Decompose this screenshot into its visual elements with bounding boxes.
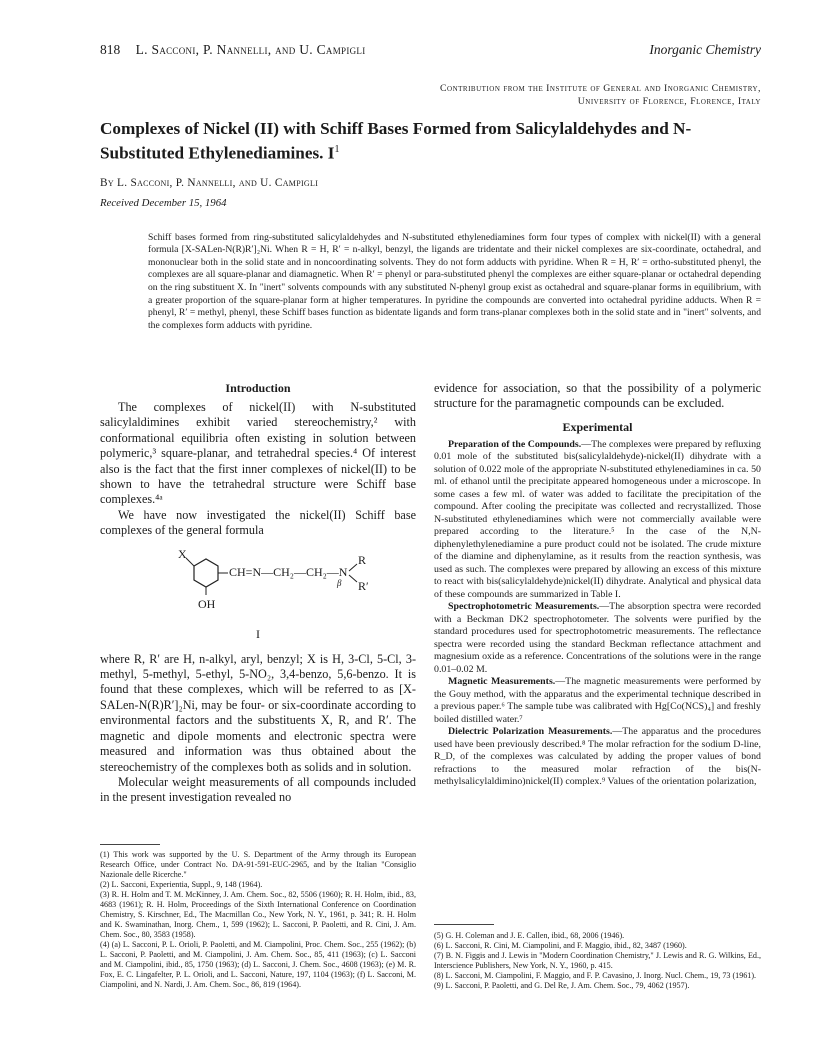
running-header xyxy=(100,42,761,58)
byline: By L. Sacconi, P. Nannelli, and U. Campigli xyxy=(100,177,319,189)
footnote-6: (6) L. Sacconi, R. Cini, M. Ciampolini, and F. Maggio, ibid., 82, 3487 (1960). xyxy=(434,941,687,950)
dielectric-section xyxy=(434,726,761,789)
intro-paragraph-1: The complexes of nickel(II) with N-substituted salicylaldimines exhibit varied stereochemistry,² with conformational equilibria often existing in solution between polymeric,³ square-planar, and tetrahedral species.⁴ Of interest also is the fact that the first inner complexes of nickel(II) to be shown to have the tetrahedral structure were Schiff base complexes.⁴ᵃ xyxy=(100,400,416,507)
article-title-text: Complexes of Nickel (II) with Schiff Bases Formed from Salicylaldehydes and N-Substituted Ethylenediamines. I xyxy=(100,119,692,163)
page-number: 818 xyxy=(100,42,121,57)
footnote-3: (3) R. H. Holm and T. M. McKinney, J. Am. Chem. Soc., 82, 5506 (1960); R. H. Holm, ibid., 83, 4683 (1961); R. H. Holm, Proceedings of the Sixth International Conference on Coordination Chemistry, S. Kirschner, Ed., The Macmillan Co., New York, N. Y., 1961, p. 341; R. H. Holm and K. Swaminathan, Inorg. Chem., 1, 599 (1962); L. Sacconi, P. Paoletti, and R. Cini, J. Am. Chem. Soc., 80, 3583 (1958). xyxy=(100,890,416,939)
spectrophotometric-section xyxy=(434,601,761,676)
contribution-affiliation xyxy=(440,82,761,108)
magnetic-section xyxy=(434,676,761,726)
preparation-title: Preparation of the Compounds. xyxy=(448,438,582,450)
introduction-heading: Introduction xyxy=(225,381,291,395)
header-authors: L. Sacconi, P. Nannelli, and U. Campigli xyxy=(135,42,366,57)
dielectric-title: Dielectric Polarization Measurements. xyxy=(448,726,613,738)
footnote-5: (5) G. H. Coleman and J. E. Callen, ibid., 68, 2006 (1946). xyxy=(434,931,625,940)
formula-oh: OH xyxy=(198,596,216,611)
formula-chain: CH=N—CH₂—CH₂—N xyxy=(229,564,348,579)
intro-paragraph-4: Molecular weight measurements of all compounds included in the present investigation revealed no xyxy=(100,774,416,805)
magnetic-text: —The magnetic measurements were performed by the Gouy method, with the apparatus and the experimental technique described in a previous paper.⁶ The sample tube was calibrated with Hg[Co(NCS)₄] and freshly boiled distilled water.⁷ xyxy=(434,676,762,725)
formula-r: R xyxy=(358,552,367,567)
preparation-text: —The complexes were prepared by refluxing 0.01 mole of the substituted bis(salicylaldehyde)-nickel(II) dihydrate with a solution of 0.022 mole of the appropriate N-substituted ethylenediamines in ca. 50 ml. of ethanol until the precipitate appeared homogeneous under a microscope. In some cases a few ml. of water was added to facilitate the precipitation of the compound. After cooling the precipitate was collected and recrystallized. Those N-substituted ethylenediamines which were not commercially available were prepared according to the literature.⁵ In the case of the N,N-diphenylethylenediamine a pure product could not be isolated. The crude mixture of the diamine and diphenylamine, as it results from the reaction synthesis, was used as such. The complexes were prepared by allowing an excess of this mixture to react with bis(salicylaldehyde)nickel(II) dihydrate. Analytical and physical data of these compounds are summarized in Table I. xyxy=(434,438,761,600)
spectrophotometric-title: Spectrophotometric Measurements. xyxy=(448,601,600,613)
right-column xyxy=(434,381,761,789)
footnote-rule-left xyxy=(100,844,160,845)
formula-beta: β xyxy=(337,577,342,588)
footnote-1: (1) This work was supported by the U. S. Department of the Army through its European Research Office, under Contract No. DA-91-591-EUC-2965, and by the Italian "Consiglio Nazionale delle Ricerche." xyxy=(100,850,416,879)
dielectric-text: —The apparatus and the procedures used have been previously described.⁸ The molar refraction for the sodium D-line, R_D, of the complexes was calculated by adding the proper values of bond refractions to the measured molar refraction of the bis(N-methylsalicylaldimino)nickel(II) complex.⁹ Values of the orientation polarization, xyxy=(434,726,761,788)
footnotes-left xyxy=(100,838,416,990)
formula-rprime: R′ xyxy=(358,578,369,593)
article-title xyxy=(100,118,761,164)
received-date: Received December 15, 1964 xyxy=(100,197,227,209)
footnote-9: (9) L. Sacconi, P. Paoletti, and G. Del Re, J. Am. Chem. Soc., 79, 4062 (1957). xyxy=(434,981,690,990)
continuation-paragraph: evidence for association, so that the possibility of a polymeric structure for the paramagnetic compounds can be excluded. xyxy=(434,381,761,411)
footnote-4: (4) (a) L. Sacconi, P. L. Orioli, P. Paoletti, and M. Ciampolini, Proc. Chem. Soc., 255 (1962); (b) L. Sacconi, P. Paoletti, and M. Ciampolini, J. Am. Chem. Soc., 85, 411 (1963); (c) L. Sacconi and M. Ciampolini, ibid., 85, 1750 (1963); (d) L. Sacconi, J. Chem. Soc., 4608 (1963); (e) M. R. Fox, E. C. Lingafelter, P. L. Orioli, and L. Sacconi, Nature, 197, 1104 (1963); (f) L. Sacconi, M. Ciampolini, and N. Nardi, J. Am. Chem. Soc., 86, 819 (1964). xyxy=(100,940,416,989)
structural-formula xyxy=(100,545,416,623)
preparation-section xyxy=(434,439,761,602)
formula-x: X xyxy=(178,546,187,561)
contribution-line-1: Contribution from the Institute of General and Inorganic Chemistry, xyxy=(440,83,761,94)
intro-paragraph-2: We have now investigated the nickel(II) Schiff base complexes of the general formula xyxy=(100,507,416,538)
footnote-8: (8) L. Sacconi, M. Ciampolini, F. Maggio, and F. P. Cavasino, J. Inorg. Nucl. Chem., 19, 73 (1961). xyxy=(434,971,757,980)
footnotes-right xyxy=(434,931,761,991)
intro-paragraph-3: where R, R′ are H, n-alkyl, aryl, benzyl; X is H, 3-Cl, 5-Cl, 3-methyl, 5-methyl, 5-ethyl, 5-NO₂, 3,4-benzo, 5,6-benzo. It is found that these complexes, which will be referred to as [X-SALen-N(R)R′]₂Ni, may be four- or six-coordinate according to environmental factors and the substituents X, R, and R′. The magnetic and dipole moments and electronic spectra were measured and information was thus obtained about the stereochemistry of the complexes both as solids and in solution. xyxy=(100,651,416,774)
magnetic-title: Magnetic Measurements. xyxy=(448,676,556,688)
footnote-rule-right xyxy=(434,924,494,925)
contribution-line-2: University of Florence, Florence, Italy xyxy=(577,96,761,107)
abstract: Schiff bases formed from ring-substituted salicylaldehydes and N-substituted ethylenediamines form four types of complex with nickel(II) with a general formula [X-SALen-N(R)R′]₂Ni. When R = H, R′ = n-alkyl, benzyl, the ligands are tridentate and their nickel complexes are six-coordinate, octahedral, and mononuclear both in the solid state and in noncoordinating solvents. They do not form adducts with pyridine. When R = H, R′ = ortho-substituted phenyl, the complexes are all square-planar and diamagnetic. When R′ = phenyl or para-substituted phenyl the complexes are either square-planar or octahedral depending on the ring substituent X. In "inert" solvents compounds with any substituted N-phenyl group exist as octahedral and square-planar forms in equilibrium, with a greater proportion of the square-planar form at higher temperatures. In pyridine the compounds are converted into octahedral pyridine adducts. When R = phenyl, R′ = methyl, phenyl, these Schiff bases function as bidentate ligands and form trans-planar complexes both in the solid state and in "inert" solvents, and the complexes form adducts with pyridine. xyxy=(148,231,761,331)
footnote-2: (2) L. Sacconi, Experientia, Suppl., 9, 148 (1964). xyxy=(100,880,263,889)
footnote-7: (7) B. N. Figgis and J. Lewis in "Modern Coordination Chemistry," J. Lewis and R. G. Wilkins, Ed., Interscience Publishers, New York, N. Y., 1960, p. 415. xyxy=(434,951,761,970)
left-column xyxy=(100,381,416,806)
spectrophotometric-text: —The absorption spectra were recorded with a Beckman DK2 spectrophotometer. The solvents were purified by the standard procedures used for spectrophotometric measurements. The reflectance spectra were recorded using the standard Beckman reflectance attachment and magnesium oxide as a reference. Concentrations of the solutions were in the range 0.01–0.02 M. xyxy=(434,601,761,675)
header-left xyxy=(100,42,366,58)
title-footnote-marker: 1 xyxy=(334,144,340,155)
compound-number: I xyxy=(256,626,260,641)
journal-name: Inorganic Chemistry xyxy=(649,42,761,57)
experimental-heading: Experimental xyxy=(562,419,633,434)
